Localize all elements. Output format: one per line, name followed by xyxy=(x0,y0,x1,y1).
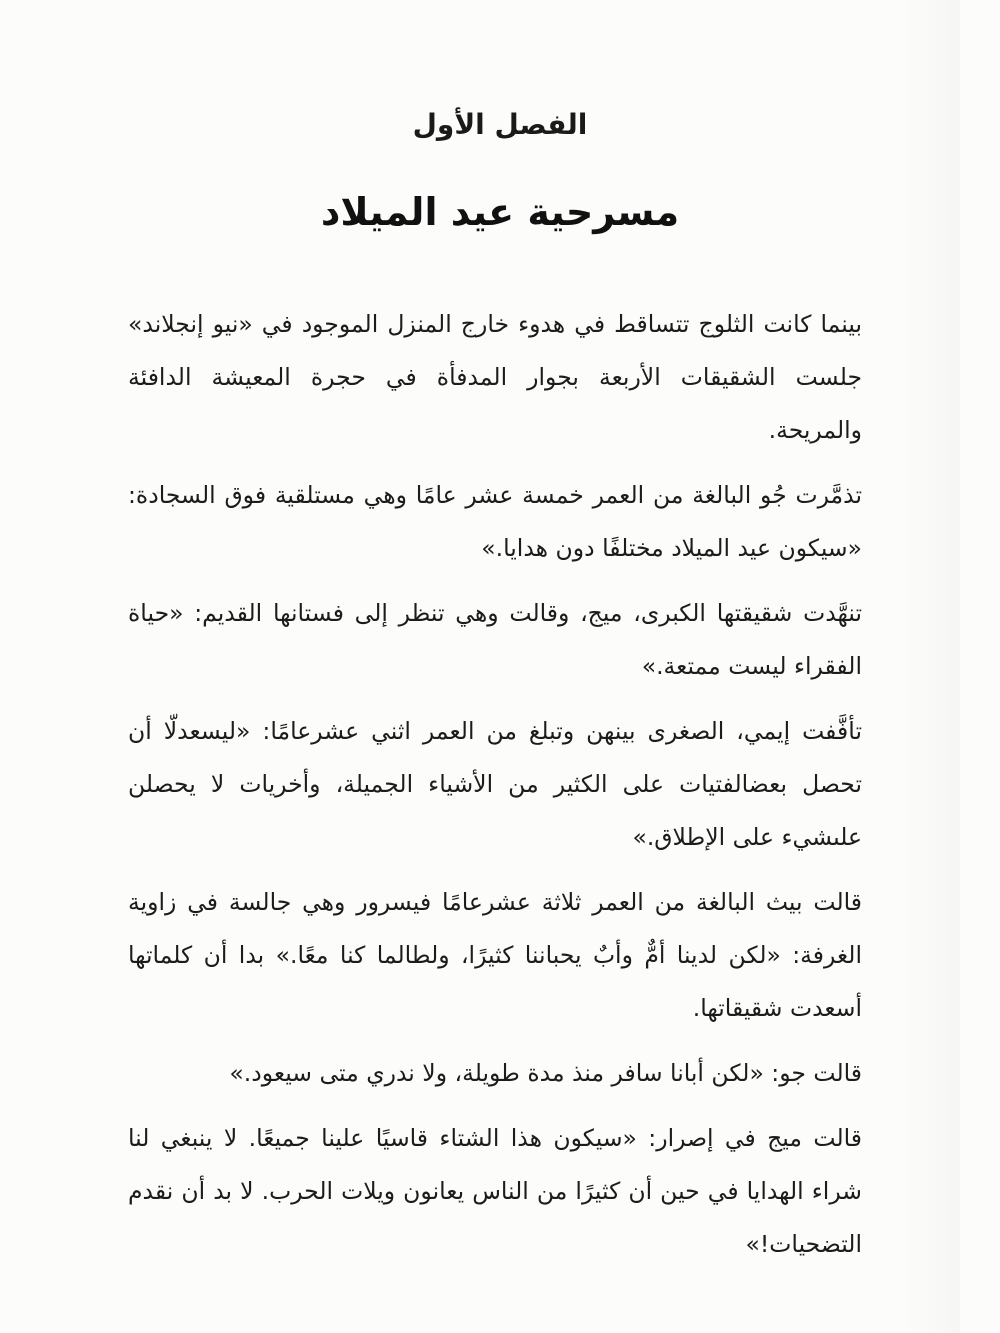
paragraph: تذمَّرت جُو البالغة من العمر خمسة عشر عامًا وهي مستلقية فوق السجادة: «سيكون عيد الميلاد مختلفًا دون هدايا.» xyxy=(128,481,862,562)
paragraph: قالت ميج في إصرار: «سيكون هذا الشتاء قاسيًا علينا جميعًا. لا ينبغي لنا شراء الهدايا في حين أن كثيرًا من الناس يعانون ويلات الحرب. لا بد أن نقدم التضحيات!» xyxy=(128,1124,862,1258)
paragraph: قالت جو: «لكن أبانا سافر منذ مدة طويلة، ولا ندري متى سيعود.» xyxy=(229,1059,862,1087)
paragraph: تنهَّدت شقيقتها الكبرى، ميج، وقالت وهي تنظر إلى فستانها القديم: «حياة الفقراء ليست ممتعة.» xyxy=(128,599,862,680)
chapter-body xyxy=(128,298,862,1283)
chapter-title: مسرحية عيد الميلاد xyxy=(320,190,680,234)
paragraph: تأفَّفت إيمي، الصغرى بينهن وتبلغ من العمر اثني عشرعامًا: «ليسعدلّا أن تحصل بعضالفتيات على الكثير من الأشياء الجميلة، وأخريات لا يحصلن علىشيء على الإطلاق.» xyxy=(128,717,862,851)
paragraph: بينما كانت الثلوج تتساقط في هدوء خارج المنزل الموجود في «نيو إنجلاند» جلست الشقيقات الأربعة بجوار المدفأة في حجرة المعيشة الدافئة والمريحة. xyxy=(128,310,862,444)
chapter-heading: الفصل الأول xyxy=(412,108,588,141)
paragraph: قالت بيث البالغة من العمر ثلاثة عشرعامًا فيسرور وهي جالسة في زاوية الغرفة: «لكن لدينا أمٌّ وأبٌ يحباننا كثيرًا، ولطالما كنا معًا.» بدا أن كلماتها أسعدت شقيقاتها. xyxy=(128,888,862,1022)
